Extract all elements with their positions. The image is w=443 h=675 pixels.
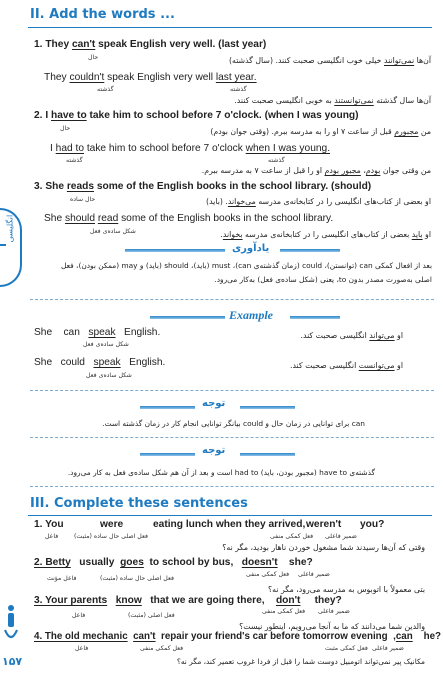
s2-item2-answer-tag: گذشته <box>66 157 83 164</box>
s3-item1-tag-a: weren't <box>306 519 342 530</box>
s3-item2-label-2: فعل اصلی حال ساده (مثبت) <box>100 575 174 582</box>
s2-item2-tag: حال <box>60 125 71 132</box>
s3-item4-label-1: فعل کمکی مثبت <box>325 645 368 652</box>
side-tab-label: انگلیسی <box>5 214 15 243</box>
section2-title: II. Add the words ... <box>30 7 175 22</box>
example-row2-en: She could speak English. <box>34 357 166 368</box>
reminder-box <box>30 243 434 293</box>
s3-item1-label-0: ضمیر فاعلی <box>325 533 357 540</box>
brand-logo-icon <box>2 600 20 646</box>
s2-item3-fa: او بعضی از کتاب‌های انگلیسی را در کتابخانه‌ی مدرسه می‌خواند. (باید) <box>206 197 431 206</box>
s3-item1-tag-b: you? <box>360 519 385 530</box>
s3-item1-subject: 1. You <box>34 519 64 530</box>
section3-title: III. Complete these sentences <box>30 496 248 511</box>
s3-item2-label-1: فعل کمکی منفی <box>246 571 290 578</box>
s3-item3-label-1: فعل کمکی منفی <box>262 608 306 615</box>
s3-item4-line: 4. The old mechanic can't repair your friend's car before tomorrow evening ,can he? <box>34 631 442 642</box>
example-ribbon-right <box>290 314 340 321</box>
reminder-ribbon-left <box>125 247 225 254</box>
note2-ribbon-left <box>140 451 195 458</box>
s3-item4-label-0: ضمیر فاعلی <box>372 645 404 652</box>
reminder-line1: بعد از افعال کمکی can (توانستن)، could (زمان گذشته‌ی can)، must (باید)، should (باید) و may (ممکن بودن)، فعل <box>61 261 432 270</box>
example-title: Example <box>229 308 273 322</box>
s3-item2-line: 2. Betty usually goes to school by bus, doesn't she? <box>34 557 313 568</box>
divider-1 <box>30 299 434 300</box>
example-ribbon-left <box>150 314 225 321</box>
s2-item1-answer-fa: آن‌ها سال گذشته نمی‌توانستند به خوبی انگلیسی صحبت کنند. <box>234 96 431 105</box>
s3-item1-rest: eating lunch when they arrived, <box>153 519 306 530</box>
s2-item3-answer-fa: او باید بعضی از کتاب‌های انگلیسی را در کتابخانه‌ی مدرسه بخواند. <box>220 230 431 239</box>
s3-item1-label-3: فاعل <box>45 533 59 540</box>
s3-item3-fa: والدین شما می‌دانند که ما به آنجا می‌رویم، اینطور نیست؟ <box>239 622 425 631</box>
s3-item2-label-0: ضمیر فاعلی <box>298 571 330 578</box>
s2-item2-fa: من مجبورم قبل از ساعت ۷ او را به مدرسه ببرم. (وقتی جوان بودم) <box>210 127 431 136</box>
reminder-title: یادآوری <box>232 243 270 254</box>
page-number: ۱۵۷ <box>2 655 23 668</box>
s3-item3-label-3: فاعل <box>72 612 86 619</box>
example-row1-tag: شکل ساده‌ی فعل <box>83 341 129 348</box>
s2-item1-question: 1. They can't speak English very well. (last year) <box>34 39 267 50</box>
s3-item2-label-3: فاعل مؤنث <box>47 575 77 582</box>
s2-item3-answer-tag: شکل ساده‌ی فعل <box>90 228 136 235</box>
s3-item1-fa: وقتی که آن‌ها رسیدند شما مشغول خوردن ناهار بودید، مگر نه؟ <box>222 543 425 552</box>
note2-ribbon-right <box>240 451 295 458</box>
s2-item1-fa: آن‌ها نمی‌توانند خیلی خوب انگلیسی صحبت کنند. (سال گذشته) <box>228 56 431 65</box>
section3-divider <box>28 515 432 516</box>
example-row1-fa: او می‌تواند انگلیسی صحبت کند. <box>300 331 403 340</box>
note2-title: توجه <box>202 445 226 456</box>
s3-item4-label-2: فعل کمکی منفی <box>140 645 184 652</box>
s3-item1-label-1: فعل کمکی منفی <box>270 533 314 540</box>
s2-item3-question: 3. She reads some of the English books in the school library. (should) <box>34 181 372 192</box>
s3-item3-line: 3. Your parents know that we are going there, don't they? <box>34 595 342 606</box>
reminder-line2: اصلی به‌صورت مصدر بدون to، یعنی (شکل ساده‌ی فعل) به‌کار می‌رود. <box>214 275 432 284</box>
note2-text: گذشته‌ی have to (مجبور بودن، باید) had to است و بعد از آن هم شکل ساده‌ی فعل به کار می‌رود. <box>67 468 375 477</box>
divider-3 <box>30 437 434 438</box>
section2-divider <box>28 27 432 28</box>
s3-item1-verb: were <box>100 519 124 530</box>
s2-item3-answer: She should read some of the English books in the school library. <box>44 213 334 224</box>
note1-ribbon-left <box>140 404 195 411</box>
note1-ribbon-right <box>240 404 295 411</box>
side-tab-line <box>0 244 6 246</box>
s2-item2-answer-fa: من وقتی جوان بودم، مجبور بودم او را قبل از ساعت ۷ به مدرسه ببرم. <box>201 166 431 175</box>
s3-item2-fa: بتی معمولاً با اتوبوس به مدرسه می‌رود، مگر نه؟ <box>268 585 425 594</box>
divider-2 <box>30 390 434 391</box>
s2-item3-tag: حال ساده <box>70 196 96 203</box>
example-row1-en: She can speak English. <box>34 327 161 338</box>
s3-item1-label-2: فعل اصلی حال ساده (مثبت) <box>74 533 148 540</box>
s2-item2-answer-tag2: گذشته <box>268 157 285 164</box>
divider-4 <box>30 486 434 487</box>
s2-item1-answer-tag2: گذشته <box>230 86 247 93</box>
side-tab <box>0 208 22 287</box>
example-row2-tag: شکل ساده‌ی فعل <box>86 372 132 379</box>
example-row2-fa: او می‌توانست انگلیسی صحبت کند. <box>289 361 403 370</box>
s3-item3-label-0: ضمیر فاعلی <box>318 608 350 615</box>
s2-item2-answer: I had to take him to school before 7 o'clock when I was young. <box>50 143 331 154</box>
note1-text: can برای توانایی در زمان حال و could بیانگر توانایی انجام کار در زمان گذشته است. <box>102 419 365 428</box>
s2-item1-tag: حال <box>88 54 99 61</box>
note1-title: توجه <box>202 398 226 409</box>
s2-item1-answer-tag: گذشته <box>97 86 114 93</box>
s3-item3-label-2: فعل اصلی (مثبت) <box>128 612 175 619</box>
s3-item4-fa: مکانیک پیر نمی‌تواند اتومبیل دوست شما را قبل از فردا غروب تعمیر کند، مگر نه؟ <box>176 657 425 666</box>
s3-item4-label-3: فاعل <box>75 645 89 652</box>
s2-item2-question: 2. I have to take him to school before 7 o'clock. (when I was young) <box>34 110 359 121</box>
s2-item1-answer: They couldn't speak English very well last year. <box>44 72 257 83</box>
reminder-ribbon-right <box>280 247 340 254</box>
